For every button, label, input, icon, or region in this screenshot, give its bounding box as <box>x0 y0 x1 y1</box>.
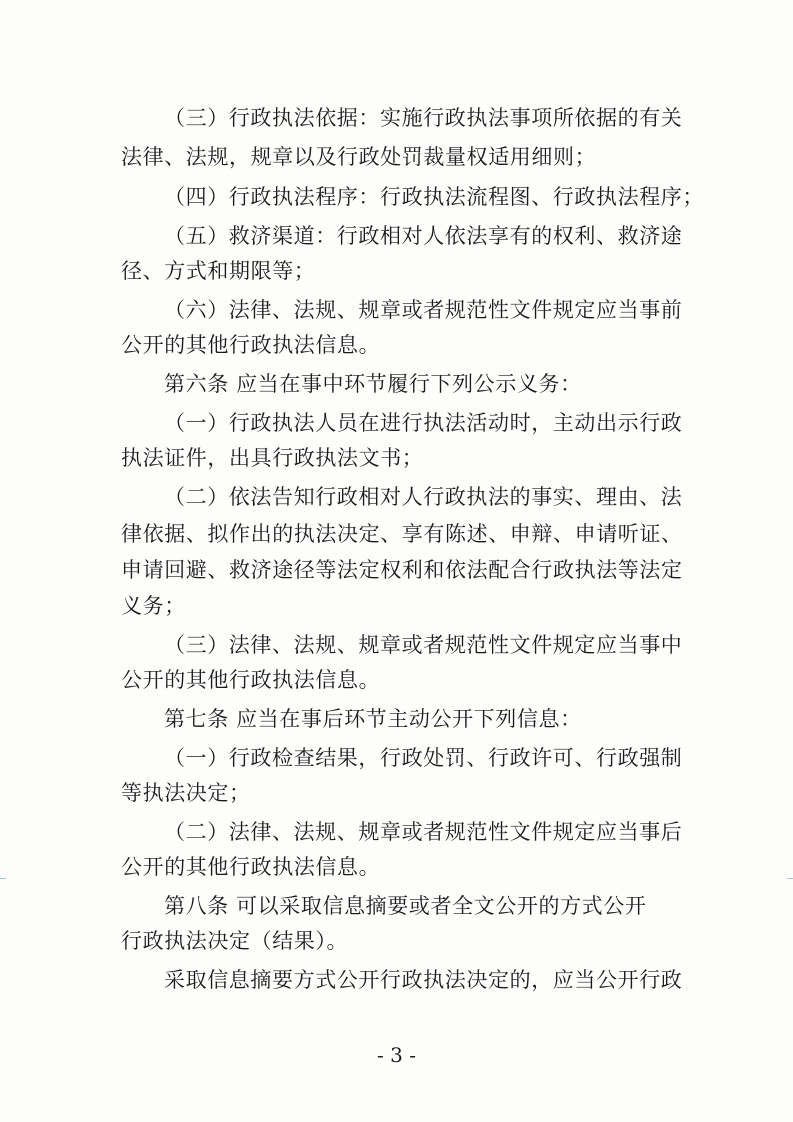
text-line: 等执法决定； <box>121 781 251 805</box>
section-heading: 第六条 应当在事中环节履行下列公示义务： <box>164 372 582 396</box>
text-line: （五）救济渠道：行政相对人依法享有的权利、救济途 <box>164 224 683 248</box>
page-number: - 3 - <box>377 1043 416 1067</box>
text-line: 行政执法决定（结果）。 <box>121 929 349 953</box>
right-edge-mark <box>787 878 793 879</box>
text-line: （六）法律、法规、规章或者规范性文件规定应当事前 <box>164 298 683 322</box>
text-line: 公开的其他行政执法信息。 <box>121 333 381 357</box>
text-line: 径、方式和期限等； <box>121 259 316 283</box>
text-line: （四）行政执法程序：行政执法流程图、行政执法程序； <box>164 185 704 209</box>
text-line: （一）行政检查结果，行政处罚、行政许可、行政强制 <box>164 746 683 770</box>
text-line: （一）行政执法人员在进行执法活动时，主动出示行政 <box>164 411 683 435</box>
section-heading: 第八条 可以采取信息摘要或者全文公开的方式公开 <box>164 894 647 918</box>
text-line: 执法证件，出具行政执法文书； <box>121 446 424 470</box>
text-line: 公开的其他行政执法信息。 <box>121 668 381 692</box>
text-line: （二）法律、法规、规章或者规范性文件规定应当事后 <box>164 820 683 844</box>
text-line: 采取信息摘要方式公开行政执法决定的，应当公开行政 <box>164 968 683 992</box>
left-edge-mark <box>0 878 6 879</box>
text-line: 公开的其他行政执法信息。 <box>121 855 381 879</box>
text-line: （二）依法告知行政相对人行政执法的事实、理由、法 <box>164 485 683 509</box>
text-line: 申请回避、救济途径等法定权利和依法配合行政执法等法定 <box>121 558 683 582</box>
text-line: （三）法律、法规、规章或者规范性文件规定应当事中 <box>164 633 683 657</box>
text-line: 律依据、拟作出的执法决定、享有陈述、申辩、申请听证、 <box>121 522 683 546</box>
section-heading: 第七条 应当在事后环节主动公开下列信息： <box>164 707 582 731</box>
text-line: 法律、法规，规章以及行政处罚裁量权适用细则； <box>121 145 597 169</box>
text-line: 义务； <box>121 594 186 618</box>
text-line: （三）行政执法依据：实施行政执法事项所依据的有关 <box>164 106 683 130</box>
